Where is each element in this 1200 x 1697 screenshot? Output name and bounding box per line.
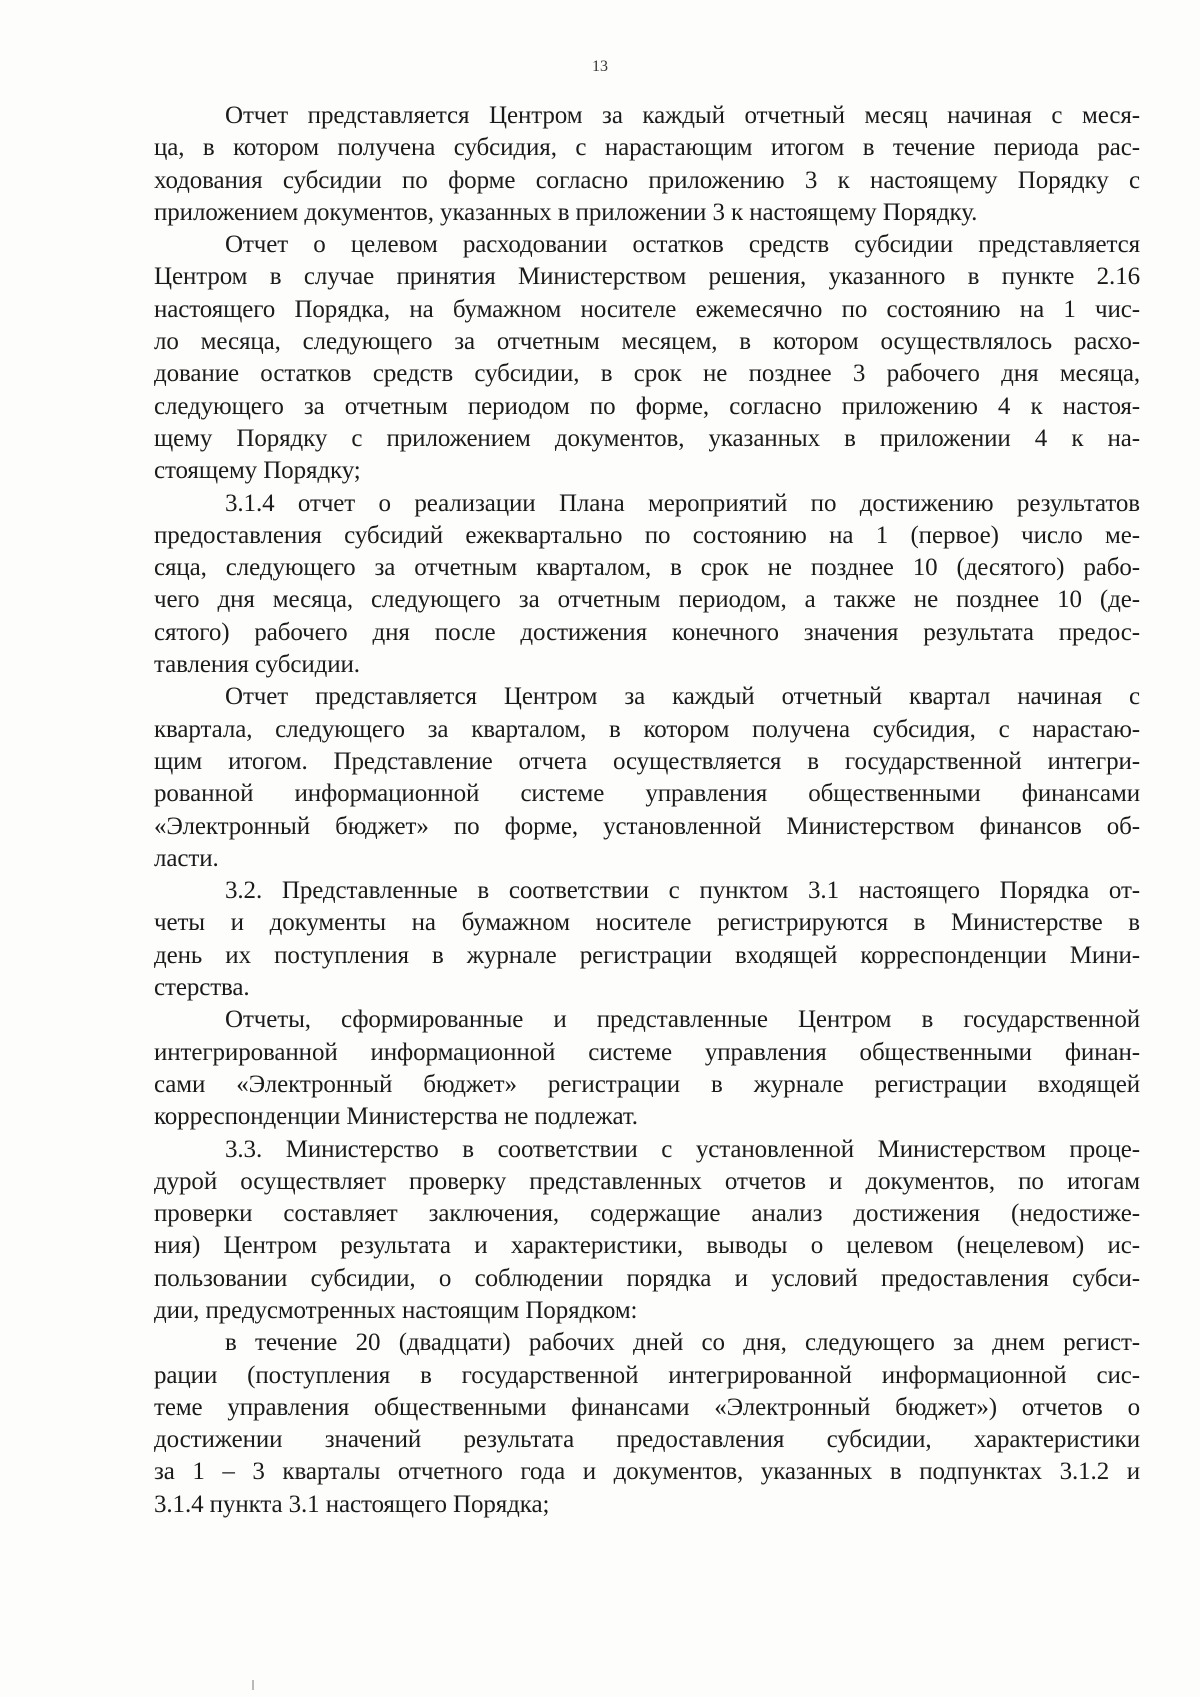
text-line: щему Порядку с приложением документов, указанных в приложении 4 к на- <box>154 424 1140 452</box>
text-line: 3.1.4 пункта 3.1 настоящего Порядка; <box>154 1490 550 1518</box>
text-line: сяца, следующего за отчетным кварталом, в срок не позднее 10 (десятого) рабо- <box>154 554 1140 582</box>
text-line: рованной информационной системе управления общественными финансами <box>154 780 1140 808</box>
scan-artifact <box>252 1680 254 1690</box>
text-line: стерства. <box>154 974 250 1002</box>
paragraph-target-spending-report <box>154 229 1140 487</box>
text-line: Отчет представляется Центром за каждый отчетный квартал начиная с <box>225 683 1140 711</box>
text-line: пользовании субсидии, о соблюдении порядка и условий предоставления субси- <box>154 1264 1140 1292</box>
text-line: Центром в случае принятия Министерством решения, указанного в пункте 2.16 <box>154 263 1140 291</box>
paragraph-3-1-4 <box>154 488 1140 682</box>
text-line: следующего за отчетным периодом по форме, согласно приложению 4 к настоя- <box>154 392 1140 420</box>
text-line: ния) Центром результата и характеристики, выводы о целевом (нецелевом) ис- <box>154 1232 1140 1260</box>
text-line: ходования субсидии по форме согласно приложению 3 к настоящему Порядку с <box>154 166 1140 194</box>
text-line: 3.1.4 отчет о реализации Плана мероприятий по достижению результатов <box>225 489 1140 517</box>
text-line: интегрированной информационной системе управления общественными финан- <box>154 1038 1140 1066</box>
paragraph-report-monthly <box>154 100 1140 229</box>
text-line: дии, предусмотренных настоящим Порядком: <box>154 1296 638 1324</box>
text-line: тавления субсидии. <box>154 651 360 679</box>
text-line: Отчеты, сформированные и представленные Центром в государственной <box>225 1006 1140 1034</box>
text-line: настоящего Порядка, на бумажном носителе ежемесячно по состоянию на 1 чис- <box>154 295 1140 323</box>
document-body <box>154 100 1140 1521</box>
text-line: проверки составляет заключения, содержащие анализ достижения (недостиже- <box>154 1200 1140 1228</box>
text-line: ца, в котором получена субсидия, с нарастающим итогом в течение периода рас- <box>154 134 1140 162</box>
text-line: 3.2. Представленные в соответствии с пунктом 3.1 настоящего Порядка от- <box>225 877 1140 905</box>
text-line: четы и документы на бумажном носителе регистрируются в Министерстве в <box>154 909 1140 937</box>
paragraph-3-2 <box>154 875 1140 1004</box>
text-line: ласти. <box>154 844 219 872</box>
text-line: предоставления субсидий ежеквартально по состоянию на 1 (первое) число ме- <box>154 521 1140 549</box>
text-line: Отчет о целевом расходовании остатков средств субсидии представляется <box>225 231 1140 259</box>
text-line: квартала, следующего за кварталом, в котором получена субсидия, с нарастаю- <box>154 715 1140 743</box>
text-line: достижении значений результата предоставления субсидии, характеристики <box>154 1426 1140 1454</box>
page-number: 13 <box>592 58 608 75</box>
paragraph-electronic-budget-reports <box>154 1004 1140 1133</box>
text-line: за 1 – 3 кварталы отчетного года и документов, указанных в подпунктах 3.1.2 и <box>154 1458 1140 1486</box>
text-line: ло месяца, следующего за отчетным месяцем, в котором осуществлялось расхо- <box>154 328 1140 356</box>
text-line: рации (поступления в государственной интегрированной информационной сис- <box>154 1361 1140 1389</box>
text-line: корреспонденции Министерства не подлежат. <box>154 1103 638 1131</box>
paragraph-3-3 <box>154 1134 1140 1328</box>
text-line: щим итогом. Представление отчета осуществляется в государственной интегри- <box>154 747 1140 775</box>
text-line: сами «Электронный бюджет» регистрации в журнале регистрации входящей <box>154 1070 1140 1098</box>
paragraph-report-quarterly <box>154 681 1140 875</box>
text-line: дование остатков средств субсидии, в срок не позднее 3 рабочего дня месяца, <box>154 360 1140 388</box>
text-line: теме управления общественными финансами «Электронный бюджет») отчетов о <box>154 1393 1140 1421</box>
text-line: день их поступления в журнале регистрации входящей корреспонденции Мини- <box>154 941 1140 969</box>
text-line: сятого) рабочего дня после достижения конечного значения результата предос- <box>154 618 1140 646</box>
text-line: 3.3. Министерство в соответствии с установленной Министерством проце- <box>225 1135 1140 1163</box>
text-line: дурой осуществляет проверку представленных отчетов и документов, по итогам <box>154 1167 1140 1195</box>
text-line: в течение 20 (двадцати) рабочих дней со дня, следующего за днем регист- <box>225 1329 1140 1357</box>
text-line: Отчет представляется Центром за каждый отчетный месяц начиная с меся- <box>225 102 1140 129</box>
text-line: стоящему Порядку; <box>154 457 361 485</box>
text-line: чего дня месяца, следующего за отчетным периодом, а также не позднее 10 (де- <box>154 586 1140 614</box>
text-line: приложением документов, указанных в приложении 3 к настоящему Порядку. <box>154 198 978 226</box>
paragraph-20-days <box>154 1327 1140 1521</box>
text-line: «Электронный бюджет» по форме, установленной Министерством финансов об- <box>154 812 1140 840</box>
